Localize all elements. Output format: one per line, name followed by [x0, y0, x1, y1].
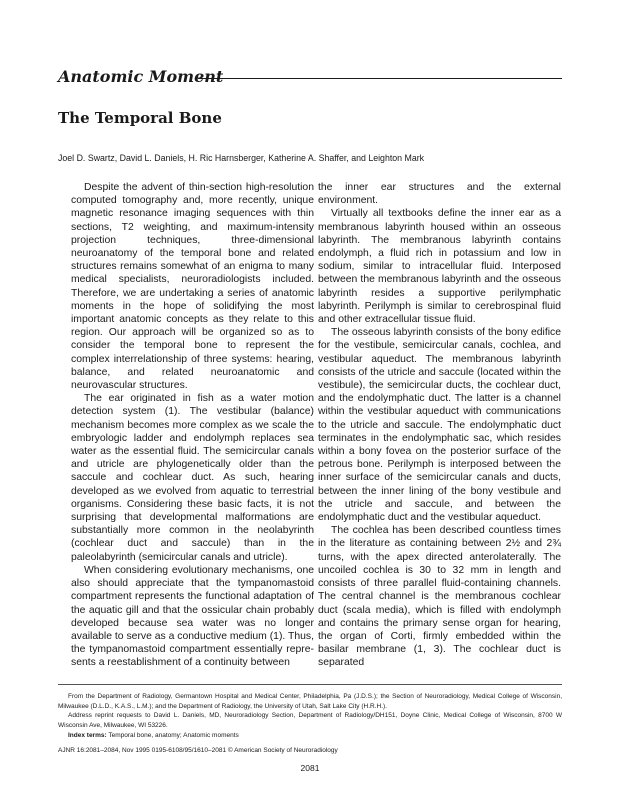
index-terms-label: Index terms:	[68, 732, 107, 740]
affiliations-note: From the Department of Radiology, Germantown Hospital and Medical Center, Philadelphia, Pa (J.D.S.); the Section of Neuroradiology, Medical College of Wisconsin, Milwaukee (D.L.D., K.A.S., L.M.); and the Department of Radiology, the University of Utah, Salt Lake City (H.R.H.).	[58, 693, 562, 710]
body-paragraph: Virtually all textbooks define the inner ear as a membranous labyrinth housed within an osseous labyrinth. The membranous labyrinth contains endolymph, a fluid rich in potassium and low in sodium, similar to intracellular fluid. Interposed between the membranous labyrinth and the osseous labyrinth resides a supportive perilymphatic labyrinth. Perilymph is similar to cerebrospinal fluid and other extracellular tissue fluid.	[318, 208, 561, 326]
footnote-rule	[58, 684, 562, 685]
article-title: The Temporal Bone	[58, 109, 222, 127]
section-label: Anatomic Moment	[58, 67, 224, 86]
body-paragraph: The cochlea has been described countless times in the literature as containing between 2½ and 2¾ turns, with the apex directed anterolaterally. The uncoiled cochlea is 30 to 32 mm in length and consists of three parallel fluid-containing channels. The central channel is the membranous cochlear duct (scala media), which is filled with endolymph and contains the primary sense organ for hearing, the organ of Corti, firmly embedded within the basilar membrane (1, 3). The cochlear duct is separated	[318, 525, 561, 669]
body-paragraph: The ear originated in fish as a water motion detection system (1). The vestibular (balance) mechanism becomes more complex as we scale the embryologic ladder and endolymph replaces sea water as the essential fluid. The semicircular canals and utricle are phylogenetically older than the saccule and cochlear duct. As such, hearing developed as we evolved from aquatic to terrestrial organisms. Considering these basic facts, it is not surprising that developmental malformations are substantially more common in the neolabyrinth (cochlear duct and saccule) than in the paleolabyrinth (semicircular canals and utricle).	[71, 393, 314, 563]
body-paragraph: Despite the advent of thin-section high-resolution computed tomography and, more recently, unique magnetic resonance imaging sequences with thin sections, T2 weighting, and maximum-intensity projection techniques, three-dimensional neuroanatomy of the temporal bone and related structures remains somewhat of an enigma to many medical specialists, neuroradiologists included. Therefore, we are undertaking a series of anatomic moments in the hope of solidifying the most important anatomic concepts as they relate to this region. Our approach will be organized so as to consider the temporal bone to represent the complex interrelationship of three systems: hearing, balance, and related neuroanatomic and neurovascular structures.	[71, 182, 314, 392]
section-rule	[198, 78, 562, 79]
body-paragraph: When considering evolutionary mechanisms, one also should appreciate that the tympanomastoid compartment represents the functional adaptation of the aquatic gill and that the ossicular chain probably developed because sea water was no longer available to serve as a conductive medium (1). Thus, the tympanomastoid compartment essentially represents a reestablishment of a continuity between	[71, 564, 314, 669]
left-column	[71, 181, 314, 670]
body-paragraph-continuation: the inner ear structures and the external environment.	[318, 182, 561, 207]
footnotes	[58, 692, 562, 756]
journal-citation: AJNR 16:2081–2084, Nov 1995 0195-6108/95/1610–2081 © American Society of Neuroradiology	[58, 746, 338, 754]
body-paragraph: The osseous labyrinth consists of the bony edifice for the vestibule, semicircular canals, cochlea, and vestibular aqueduct. The membranous labyrinth consists of the utricle and saccule (located within the vestibule), the semicircular ducts, the cochlear duct, and the endolymphatic duct. The latter is a channel within the vestibular aqueduct with communications to the utricle and saccule. The endolymphatic duct terminates in the endolymphatic sac, which resides within a bony fovea on the posterior surface of the petrous bone. Perilymph is interposed between the inner surface of the semicircular canals and ducts, between the inner lining of the bony vestibule and the utricle and saccule, and between the endolymphatic duct and the vestibular aqueduct.	[318, 327, 561, 524]
reprint-note: Address reprint requests to David L. Daniels, MD, Neuroradiology Section, Department of Radiology/DH151, Doyne Clinic, Medical College of Wisconsin, 8700 W Wisconsin Ave, Milwaukee, WI 53226.	[58, 712, 562, 729]
section-header	[58, 66, 562, 90]
author-list: Joel D. Swartz, David L. Daniels, H. Ric Harnsberger, Katherine A. Shaffer, and Leighton Mark	[58, 153, 425, 163]
page-number: 2081	[300, 763, 320, 773]
index-terms-note	[58, 731, 562, 741]
index-terms: Temporal bone, anatomy; Anatomic moments	[108, 732, 239, 740]
right-column	[318, 181, 561, 670]
